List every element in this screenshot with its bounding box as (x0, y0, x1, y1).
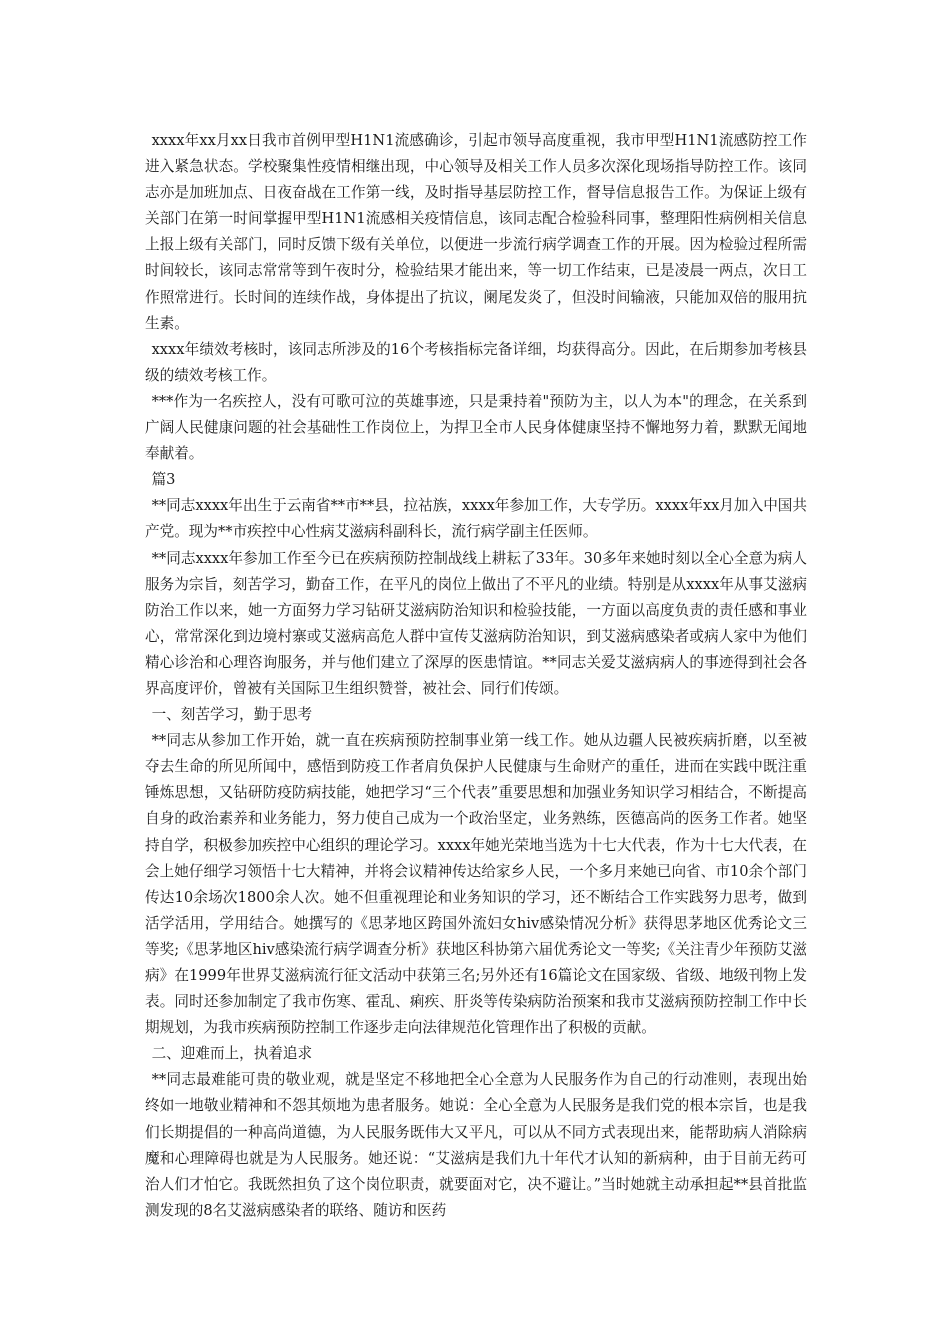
paragraph-career-summary: **同志xxxx年参加工作至今已在疾病预防控制战线上耕耘了33年。30多年来她时刻以全心全意为病人服务为宗旨，刻苦学习，勤奋工作，在平凡的岗位上做出了不平凡的业绩。特别是从xxxx年从事艾滋病防治工作以来，她一方面努力学习钻研艾滋病防治知识和检验技能，一方面以高度负责的责任感和事业心，常常深化到边境村寨或艾滋病高危人群中宣传艾滋病防治知识，到艾滋病感染者或病人家中为他们精心诊治和心理咨询服务，并与他们建立了深厚的医患情谊。**同志关爱艾滋病病人的事迹得到社会各界高度评价，曾被有关国际卫生组织赞誉，被社会、同行们传颂。 (145, 549, 807, 697)
section-heading-perseverance: 二、迎难而上，执着追求 (151, 1045, 313, 1063)
section-label-part3: 篇3 (151, 471, 176, 489)
paragraph-study-details: **同志从参加工作开始，就一直在疾病预防控制事业第一线工作。她从边疆人民被疾病折磨，以至被夺去生命的所见所闻中，感悟到防疫工作者肩负保护人民健康与生命财产的重任，进而在实践中既注重锤炼思想，又钻研防疫防病技能，她把学习“三个代表”重要思想和加强业务知识学习相结合，不断提高自身的政治素养和业务能力，努力使自己成为一个政治坚定，业务熟练，医德高尚的医务工作者。她坚持自学，积极参加疾控中心组织的理论学习。xxxx年她光荣地当选为十七大代表，作为十七大代表，在会上她仔细学习领悟十七大精神，并将会议精神传达给家乡人民，一个多月来她已向省、市10余个部门传达10余场次1800余人次。她不但重视理论和业务知识的学习，还不断结合工作实践努力思考，做到活学活用，学用结合。她撰写的《思茅地区跨国外流妇女hiv感染情况分析》获得思茅地区优秀论文三等奖;《思茅地区hiv感染流行病学调查分析》获地区科协第六届优秀论文一等奖;《关注青少年预防艾滋病》在1999年世界艾滋病流行征文活动中获第三名;另外还有16篇论文在国家级、省级、地级刊物上发表。同时还参加制定了我市伤寒、霍乱、痢疾、肝炎等传染病防治预案和我市艾滋病预防控制工作中长期规划，为我市疾病预防控制工作逐步走向法律规范化管理作出了积极的贡献。 (145, 732, 807, 1037)
section-heading-study: 一、刻苦学习，勤于思考 (151, 706, 313, 724)
paragraph-perseverance-details: **同志最难能可贵的敬业观，就是坚定不移地把全心全意为人民服务作为自己的行动准则，表现出始终如一地敬业精神和不怨其烦地为患者服务。她说：全心全意为人民服务是我们党的根本宗旨，也是我们长期提倡的一种高尚道德，为人民服务既伟大又平凡，可以从不同方式表现出来，能帮助病人消除病魔和心理障碍也就是为人民服务。她还说：“艾滋病是我们九十年代才认知的新病种，由于目前无药可治人们才怕它。我既然担负了这个岗位职责，就要面对它，决不避让。”当时她就主动承担起**县首批监测发现的8名艾滋病感染者的联络、随访和医药 (145, 1071, 807, 1219)
paragraph-biography: **同志xxxx年出生于云南省**市**县，拉祜族，xxxx年参加工作，大专学历。xxxx年xx月加入中国共产党。现为**市疾控中心性病艾滋病科副科长，流行病学副主任医师。 (145, 497, 807, 541)
paragraph-performance-review: xxxx年绩效考核时，该同志所涉及的16个考核指标完备详细，均获得高分。因此，在后期参加考核县级的绩效考核工作。 (145, 340, 807, 384)
document-body (145, 128, 807, 1224)
paragraph-dedication: ***作为一名疾控人，没有可歌可泣的英雄事迹，只是秉持着"预防为主，以人为本"的理念，在关系到广阔人民健康问题的社会基础性工作岗位上，为捍卫全市人民身体健康坚持不懈地努力着，默默无闻地奉献着。 (145, 392, 807, 463)
paragraph-h1n1-response: xxxx年xx月xx日我市首例甲型H1N1流感确诊，引起市领导高度重视，我市甲型H1N1流感防控工作进入紧急状态。学校聚集性疫情相继出现，中心领导及相关工作人员多次深化现场指导防控工作。该同志亦是加班加点、日夜奋战在工作第一线，及时指导基层防控工作，督导信息报告工作。为保证上级有关部门在第一时间掌握甲型H1N1流感相关疫情信息，该同志配合检验科同事，整理阳性病例相关信息上报上级有关部门，同时反馈下级有关单位，以便进一步流行病学调查工作的开展。因为检验过程所需时间较长，该同志常常等到午夜时分，检验结果才能出来，等一切工作结束，已是凌晨一两点，次日工作照常进行。长时间的连续作战，身体提出了抗议，阑尾发炎了，但没时间输液，只能加双倍的服用抗生素。 (145, 132, 807, 332)
